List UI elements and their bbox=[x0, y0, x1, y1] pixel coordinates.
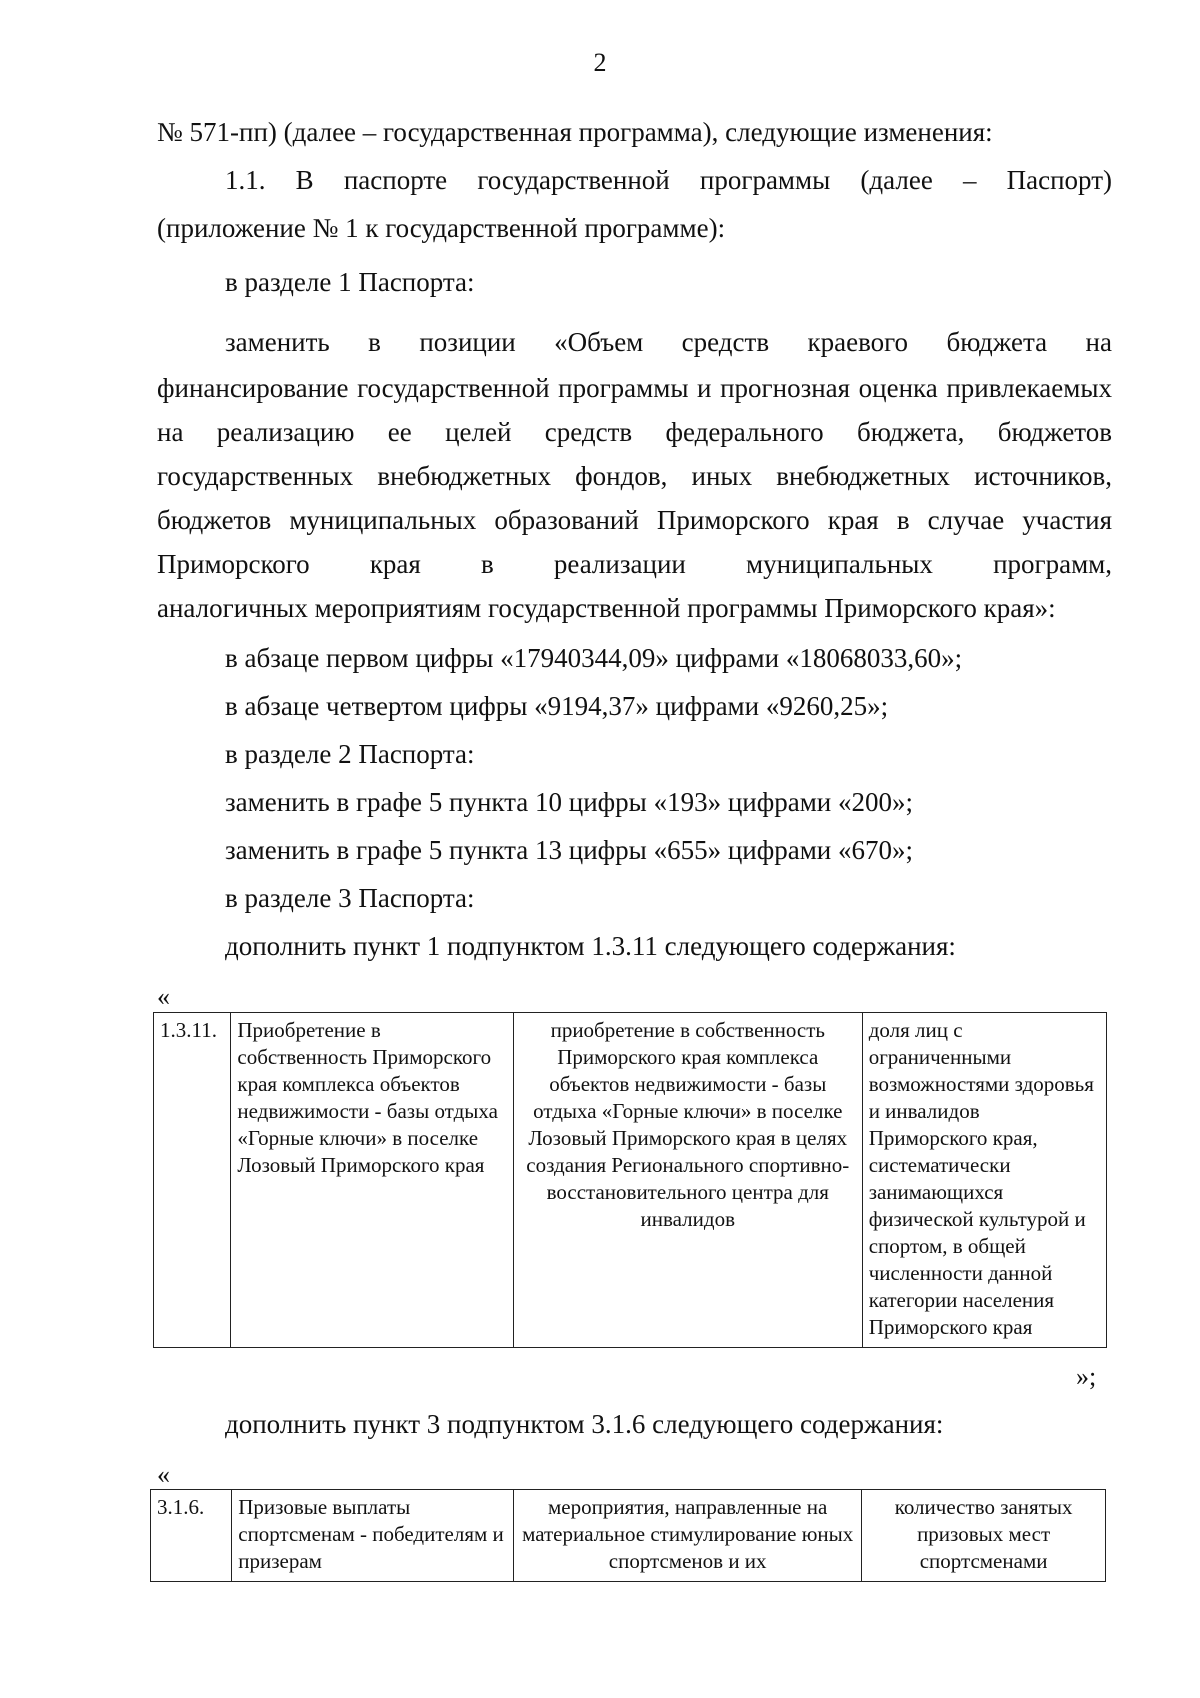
table-1-3-11 bbox=[153, 1012, 1107, 1348]
document-body bbox=[157, 108, 1112, 970]
item-name: Призовые выплаты спортсменам - победителям и призерам bbox=[232, 1490, 514, 1582]
paragraph-1-1-tail: (приложение № 1 к государственной программе): bbox=[157, 213, 726, 243]
item-indicator: доля лиц с ограниченными возможностями здоровья и инвалидов Приморского края, систематически занимающихся физической культурой и спортом, в общей численности данной категории населения Приморского края bbox=[862, 1013, 1106, 1348]
paragraph-replace-body: финансирование государственной программы и прогнозная оценка привлекаемых на реализацию ее целей средств федерального бюджета, бюджетов государственных внебюджетных фондов, иных внебюджетных источников, бюджетов муниципальных образований Приморского края в случае участия Приморского края в реализации муниципальных программ, bbox=[157, 373, 1112, 579]
table-row bbox=[154, 1013, 1107, 1348]
paragraph-item-13: заменить в графе 5 пункта 13 цифры «655» цифрами «670»; bbox=[225, 835, 913, 865]
item-indicator: количество занятых призовых мест спортсменами bbox=[862, 1490, 1106, 1582]
closing-quote-1: »; bbox=[1076, 1362, 1097, 1391]
paragraph-abzac-4: в абзаце четвертом цифры «9194,37» цифрами «9260,25»; bbox=[225, 691, 889, 721]
paragraph-abzac-1: в абзаце первом цифры «17940344,09» цифрами «18068033,60»; bbox=[225, 643, 963, 673]
item-description: мероприятия, направленные на материальное стимулирование юных спортсменов и их bbox=[514, 1490, 862, 1582]
item-name: Приобретение в собственность Приморского края комплекса объектов недвижимости - базы отдыха «Горные ключи» в поселке Лозовый Приморского края bbox=[231, 1013, 513, 1348]
item-number: 3.1.6. bbox=[151, 1490, 232, 1582]
paragraph-section-1: в разделе 1 Паспорта: bbox=[225, 267, 475, 297]
paragraph-add-1-3-11: дополнить пункт 1 подпунктом 1.3.11 следующего содержания: bbox=[225, 931, 956, 961]
paragraph-replace-last: аналогичных мероприятиям государственной программы Приморского края»: bbox=[157, 593, 1056, 623]
table-row bbox=[151, 1490, 1106, 1582]
paragraph-section-3: в разделе 3 Паспорта: bbox=[225, 883, 475, 913]
item-number: 1.3.11. bbox=[154, 1013, 231, 1348]
opening-quote-1: « bbox=[157, 982, 170, 1011]
opening-quote-2: « bbox=[157, 1460, 170, 1489]
paragraph-section-2: в разделе 2 Паспорта: bbox=[225, 739, 475, 769]
item-description: приобретение в собственность Приморского края комплекса объектов недвижимости - базы отдыха «Горные ключи» в поселке Лозовый Приморского края в целях создания Регионального спортивно-восстановительного центра для инвалидов bbox=[513, 1013, 862, 1348]
page-number: 2 bbox=[593, 48, 607, 77]
paragraph-1-1-lead: 1.1. В паспорте государственной программы (далее – Паспорт) bbox=[225, 165, 1112, 195]
paragraph-replace-lead: заменить в позиции «Объем средств краевого бюджета на bbox=[225, 327, 1112, 357]
document-body-2 bbox=[157, 1400, 1112, 1448]
table-3-1-6 bbox=[150, 1489, 1106, 1582]
paragraph-item-10: заменить в графе 5 пункта 10 цифры «193» цифрами «200»; bbox=[225, 787, 913, 817]
paragraph-add-3-1-6: дополнить пункт 3 подпунктом 3.1.6 следующего содержания: bbox=[225, 1409, 944, 1439]
paragraph-intro: № 571-пп) (далее – государственная программа), следующие изменения: bbox=[157, 117, 993, 147]
